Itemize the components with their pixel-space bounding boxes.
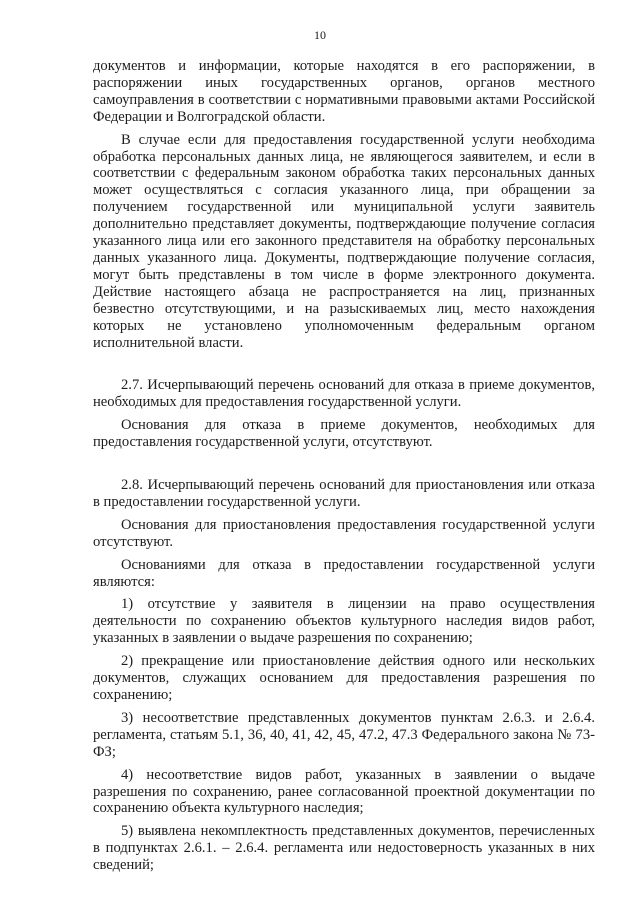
section-heading-2-7: 2.7. Исчерпывающий перечень оснований для отказа в приеме документов, необходимых для предоставления государственной услуги.: [93, 377, 595, 411]
list-item-2: 2) прекращение или приостановление действия одного или нескольких документов, служащих основанием для предоставления разрешения по сохранению;: [93, 653, 595, 703]
paragraph-continuation: документов и информации, которые находятся в его распоряжении, в распоряжении иных государственных органов, органов местного самоуправления в соответствии с нормативными правовыми актами Российской Федерации и Волгоградской области.: [93, 58, 595, 125]
list-item-3: 3) несоответствие представленных документов пунктам 2.6.3. и 2.6.4. регламента, статьям 5.1, 36, 40, 41, 42, 45, 47.2, 47.3 Федерального закона № 73-ФЗ;: [93, 709, 595, 760]
list-item-1: 1) отсутствие у заявителя в лицензии на право осуществления деятельности по сохранению объектов культурного наследия видов работ, указанных в заявлении о выдаче разрешения по сохранению;: [93, 596, 595, 647]
section-heading-2-8: 2.8. Исчерпывающий перечень оснований для приостановления или отказа в предоставлении государственной услуги.: [93, 477, 595, 510]
paragraph-grounds-refusal-intro: Основаниями для отказа в предоставлении государственной услуги являются:: [93, 556, 595, 590]
document-body: [93, 58, 595, 874]
paragraph-no-grounds-refusal-acceptance: Основания для отказа в приеме документов, необходимых для предоставления государственной услуги, отсутствуют.: [93, 417, 595, 451]
list-item-4: 4) несоответствие видов работ, указанных в заявлении о выдаче разрешения по сохранению, ранее согласованной проектной документации по сохранению объекта культурного наследия;: [93, 766, 595, 817]
list-item-5: 5) выявлена некомплектность представленных документов, перечисленных в подпунктах 2.6.1. – 2.6.4. регламента или недостоверность указанных в них сведений;: [93, 823, 595, 874]
paragraph-no-grounds-suspension: Основания для приостановления предоставления государственной услуги отсутствуют.: [93, 516, 595, 550]
page-number: 10: [314, 28, 326, 42]
paragraph-personal-data-consent: В случае если для предоставления государственной услуги необходима обработка персональных данных лица, не являющегося заявителем, и если в соответствии с федеральным законом обработка таких персональных данных может осуществляться с согласия указанного лица, при обращении за получением государственной или муниципальной услуги заявитель дополнительно представляет документы, подтверждающие получение согласия указанного лица или его законного представителя на обработку персональных данных указанного лица. Документы, подтверждающие получение согласия, могут быть представлены в том числе в форме электронного документа. Действие настоящего абзаца не распространяется на лиц, признанных безвестно отсутствующими, и на разыскиваемых лиц, место нахождения которых не установлено уполномоченным федеральным органом исполнительной власти.: [93, 131, 595, 351]
